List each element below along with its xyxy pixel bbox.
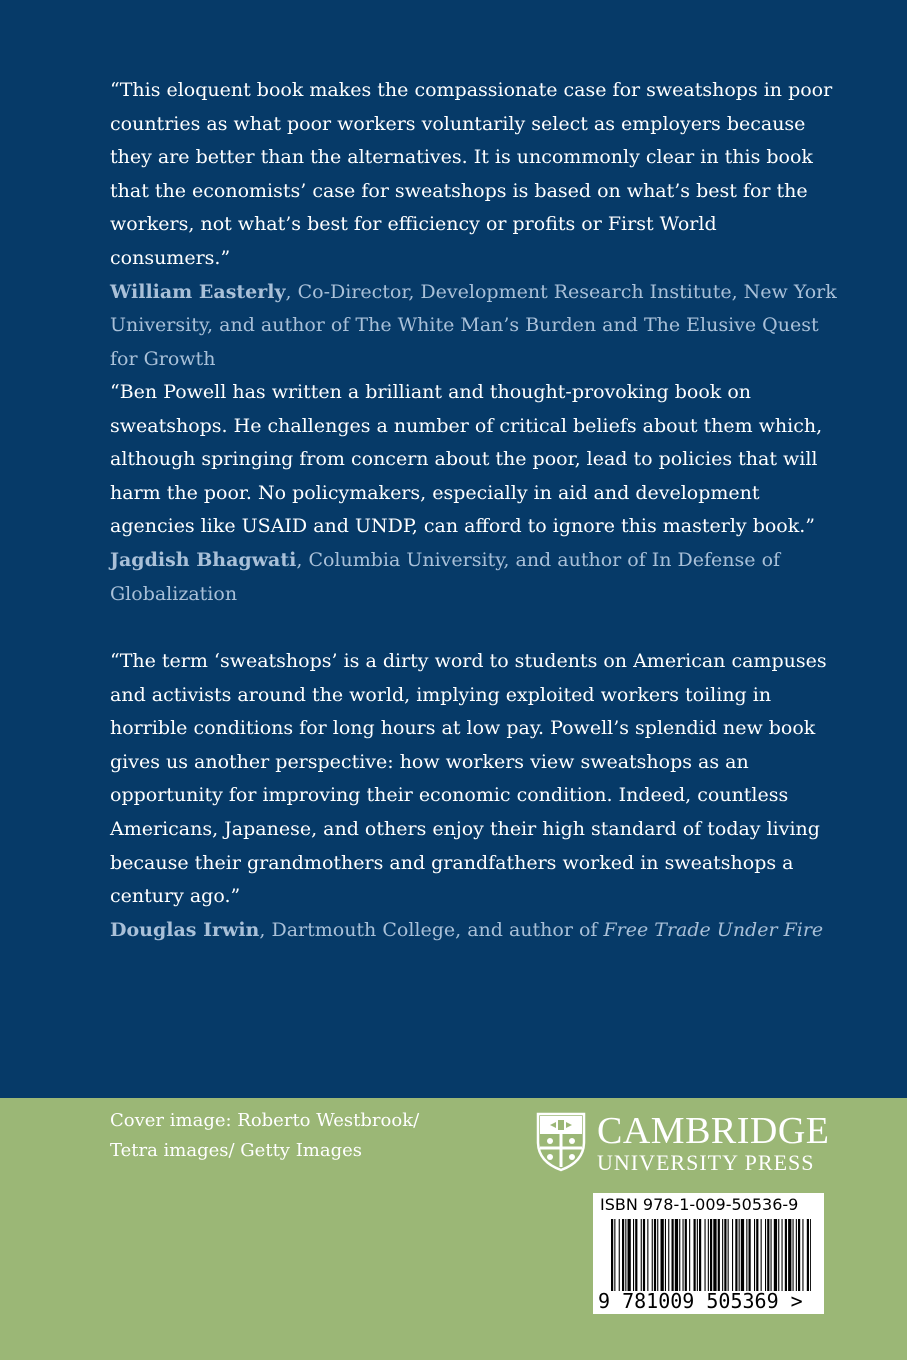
endorsement-quote: “The term ‘sweatshops’ is a dirty word to students on American campuses and activists around the world, implying exploited workers toiling in horrible conditions for long hours at low pay. Powell’s splendid new book gives us another perspective: how workers view sweatshops as an opportunity for improving their economic condition. Indeed, countless Americans, Japanese, and others enjoy their high standard of today living because their grandmothers and grandfathers worked in sweatshops a century ago.” [110, 650, 827, 908]
publisher-name: CAMBRIDGE [597, 1110, 830, 1152]
endorsement-attribution [110, 914, 840, 948]
endorsement-quote: “Ben Powell has written a brilliant and thought-provoking book on sweatshops. He challenges a number of critical beliefs about them which, although springing from concern about the poor, lead to policies that will harm the poor. No policymakers, especially in aid and development agencies like USAID and UNDP, can afford to ignore this masterly book.” [110, 381, 823, 538]
endorser-name: Douglas Irwin [110, 918, 260, 941]
endorser-book-title: Free Trade Under Fire [603, 918, 824, 941]
endorsement-3 [110, 645, 840, 947]
endorsement-attribution [110, 544, 840, 611]
publisher-subtitle: UNIVERSITY PRESS [597, 1150, 815, 1175]
endorsement-quote: “This eloquent book makes the compassionate case for sweatshops in poor countries as what poor workers voluntarily select as employers because they are better than the alternatives. It is uncommonly clear in this book that the economists’ case for sweatshops is based on what’s best for the workers, not what’s best for efficiency or profits or First World consumers.” [110, 79, 833, 269]
isbn-label: ISBN 978-1-009-50536-9 [600, 1195, 799, 1214]
endorsement-attribution [110, 276, 840, 377]
cover-credit [110, 1106, 430, 1166]
barcode-icon [611, 1219, 811, 1291]
publisher-wordmark [597, 1112, 830, 1176]
cambridge-shield-icon [536, 1112, 586, 1172]
endorser-name: William Easterly [110, 280, 286, 303]
cover-credit-line-2: Tetra images/ Getty Images [110, 1140, 363, 1161]
isbn-barcode-box [593, 1193, 824, 1314]
isbn-digits: 9 781009 505369 > [598, 1289, 803, 1313]
endorser-affiliation: , Dartmouth College, and author of [259, 918, 604, 941]
endorser-affiliation: , Co-Director, Development Research Institute, New York University, and author of The White Man’s Burden and The Elusive Quest for Growth [110, 280, 837, 370]
endorser-name: Jagdish Bhagwati [110, 548, 297, 571]
cover-credit-line-1: Cover image: Roberto Westbrook/ [110, 1110, 420, 1131]
endorsement-1 [110, 74, 840, 376]
endorsement-2 [110, 376, 840, 611]
publisher-logo [536, 1112, 836, 1176]
endorser-affiliation: , Columbia University, and author of In Defense of Globalization [110, 548, 781, 605]
